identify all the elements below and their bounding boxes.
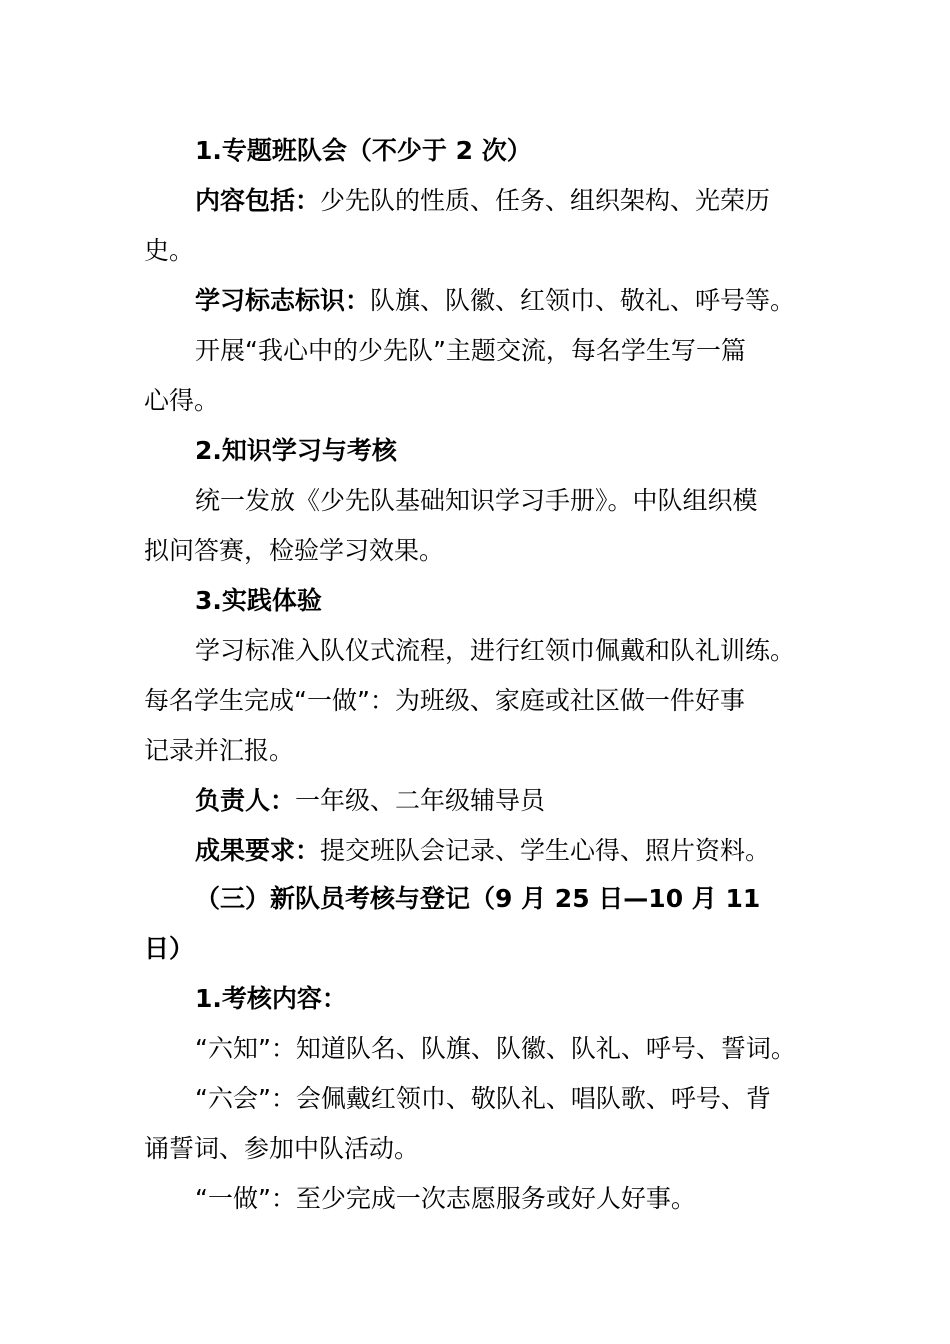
heading-class-meeting: 1.专题班队会（不少于 2 次） (195, 136, 532, 165)
paragraph-theme-exchange-cont: 心得。 (144, 386, 220, 415)
paragraph-good-deed: 每名学生完成“一做”：为班级、家庭或社区做一件好事 (144, 686, 745, 715)
heading-assessment-content: 1.考核内容： (195, 984, 347, 1013)
paragraph-six-know: “六知”：知道队名、队旗、队徽、队礼、呼号、誓词。 (195, 1034, 796, 1063)
paragraph-theme-exchange: 开展“我心中的少先队”主题交流，每名学生写一篇 (195, 336, 746, 365)
paragraph-one-do: “一做”：至少完成一次志愿服务或好人好事。 (195, 1184, 696, 1213)
heading-section-three: （三）新队员考核与登记（9 月 25 日—10 月 11 (195, 884, 761, 913)
paragraph-six-can-cont: 诵誓词、参加中队活动。 (144, 1134, 420, 1163)
heading-section-three-cont: 日） (144, 934, 195, 963)
paragraph-content: 内容包括：少先队的性质、任务、组织架构、光荣历 (195, 186, 771, 215)
paragraph-content-cont: 史。 (144, 236, 195, 265)
paragraph-responsible: 负责人：一年级、二年级辅导员 (195, 786, 546, 815)
heading-practice: 3.实践体验 (195, 586, 322, 615)
paragraph-handbook: 统一发放《少先队基础知识学习手册》。中队组织模 (195, 486, 758, 515)
paragraph-symbols: 学习标志标识：队旗、队徽、红领巾、敬礼、呼号等。 (195, 286, 796, 315)
paragraph-ceremony: 学习标准入队仪式流程，进行红领巾佩戴和队礼训练。 (195, 636, 796, 665)
paragraph-six-can: “六会”：会佩戴红领巾、敬队礼、唱队歌、呼号、背 (195, 1084, 771, 1113)
paragraph-deliverables: 成果要求：提交班队会记录、学生心得、照片资料。 (195, 836, 771, 865)
paragraph-handbook-cont: 拟问答赛，检验学习效果。 (144, 536, 445, 565)
paragraph-good-deed-cont: 记录并汇报。 (144, 736, 295, 765)
heading-knowledge-study: 2.知识学习与考核 (195, 436, 397, 465)
